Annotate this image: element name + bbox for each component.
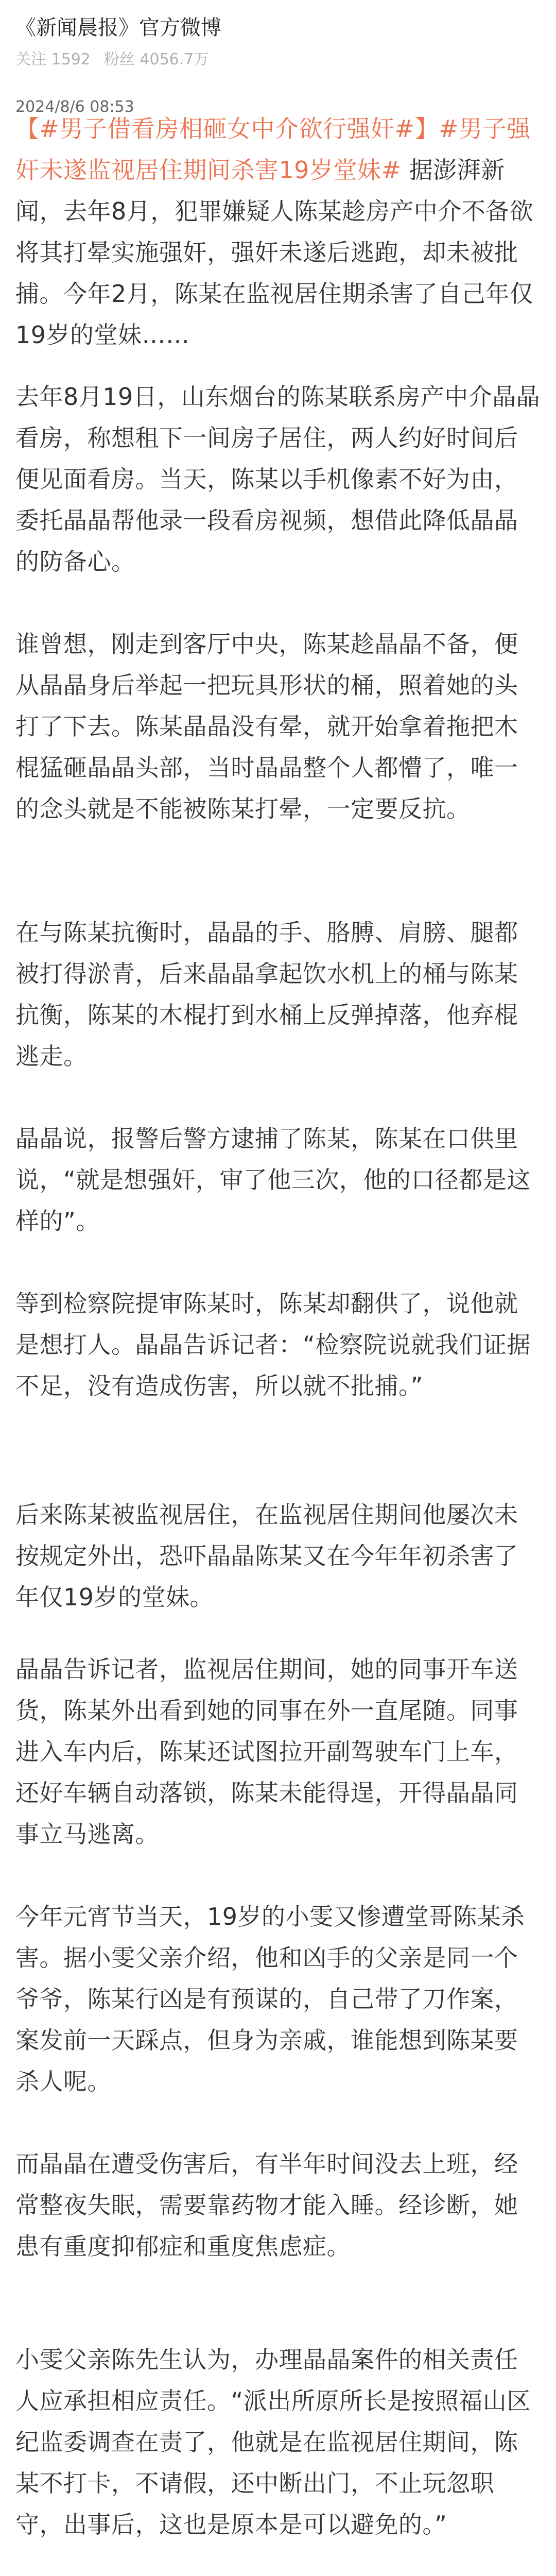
topic-link-1[interactable]: 【#男子借看房相砸女中介欲行强奸#】 (15, 115, 439, 143)
article-paragraph: 小雯父亲陈先生认为，办理晶晶案件的相关责任人应承担相应责任。“派出所原所长是按照福山区纪监委调查在责了，他就是在监视居住期间，陈某不打卡，不请假，还中断出门，不止玩忽职守，出事后，这也是原本是可以避免的。” (15, 2346, 531, 2538)
post-header (0, 0, 556, 116)
topic-link-2[interactable]: #男子强奸未遂监视居住期间杀害19岁堂妹# (15, 115, 531, 184)
article-intro (15, 108, 541, 355)
article-paragraph: 等到检察院提审陈某时，陈某却翻供了，说他就是想打人。晶晶告诉记者：“检察院说就我们证据不足，没有造成伤害，所以就不批捕。” (15, 1290, 531, 1400)
post-timestamp: 2024/8/6 08:53 (15, 98, 134, 116)
account-title[interactable]: 《新闻晨报》官方微博 (15, 16, 221, 40)
article-paragraph: 谁曾想，刚走到客厅中央，陈某趁晶晶不备，便从晶晶身后举起一把玩具形状的桶，照着她的头打了下去。陈某晶晶没有晕，就开始拿着拖把木棍猛砸晶晶头部，当时晶晶整个人都懵了，唯一的念头就是不能被陈某打晕，一定要反抗。 (15, 630, 518, 823)
follow-count: 关注 1592 (15, 50, 91, 69)
article-paragraph: 后来陈某被监视居住，在监视居住期间他屡次未按规定外出，恐吓晶晶陈某又在今年年初杀害了年仅19岁的堂妹。 (15, 1501, 518, 1611)
fans-count: 粉丝 4056.7万 (103, 50, 210, 69)
intro-text: 据澎湃新闻，去年8月，犯罪嫌疑人陈某趁房产中介不备欲将其打晕实施强奸，强奸未遂后逃跑，却未被批捕。今年2月，陈某在监视居住期杀害了自己年仅19岁的堂妹…… (15, 156, 534, 349)
article-paragraph: 去年8月19日，山东烟台的陈某联系房产中介晶晶看房，称想租下一间房子居住，两人约好时间后便见面看房。当天，陈某以手机像素不好为由，委托晶晶帮他录一段看房视频，想借此降低晶晶的防备心。 (15, 383, 541, 575)
article-paragraph: 而晶晶在遭受伤害后，有半年时间没去上班，经常整夜失眠，需要靠药物才能入睡。经诊断，她患有重度抑郁症和重度焦虑症。 (15, 2150, 518, 2260)
article-paragraph: 在与陈某抗衡时，晶晶的手、胳膊、肩膀、腿都被打得淤青，后来晶晶拿起饮水机上的桶与陈某抗衡，陈某的木棍打到水桶上反弹掉落，他弃棍逃走。 (15, 919, 518, 1070)
article-paragraph: 晶晶说，报警后警方逮捕了陈某，陈某在口供里说，“就是想强奸，审了他三次，他的口径都是这样的”。 (15, 1125, 531, 1235)
article-paragraph: 今年元宵节当天，19岁的小雯又惨遭堂哥陈某杀害。据小雯父亲介绍，他和凶手的父亲是同一个爷爷，陈某行凶是有预谋的，自己带了刀作案，案发前一天踩点，但身为亲戚，谁能想到陈某要杀人呢。 (15, 1903, 525, 2095)
account-meta (15, 46, 541, 69)
article-paragraph: 晶晶告诉记者，监视居住期间，她的同事开车送货，陈某外出看到她的同事在外一直尾随。同事进入车内后，陈某还试图拉开副驾驶车门上车，还好车辆自动落锁，陈某未能得逞，开得晶晶同事立马逃离。 (15, 1655, 518, 1848)
